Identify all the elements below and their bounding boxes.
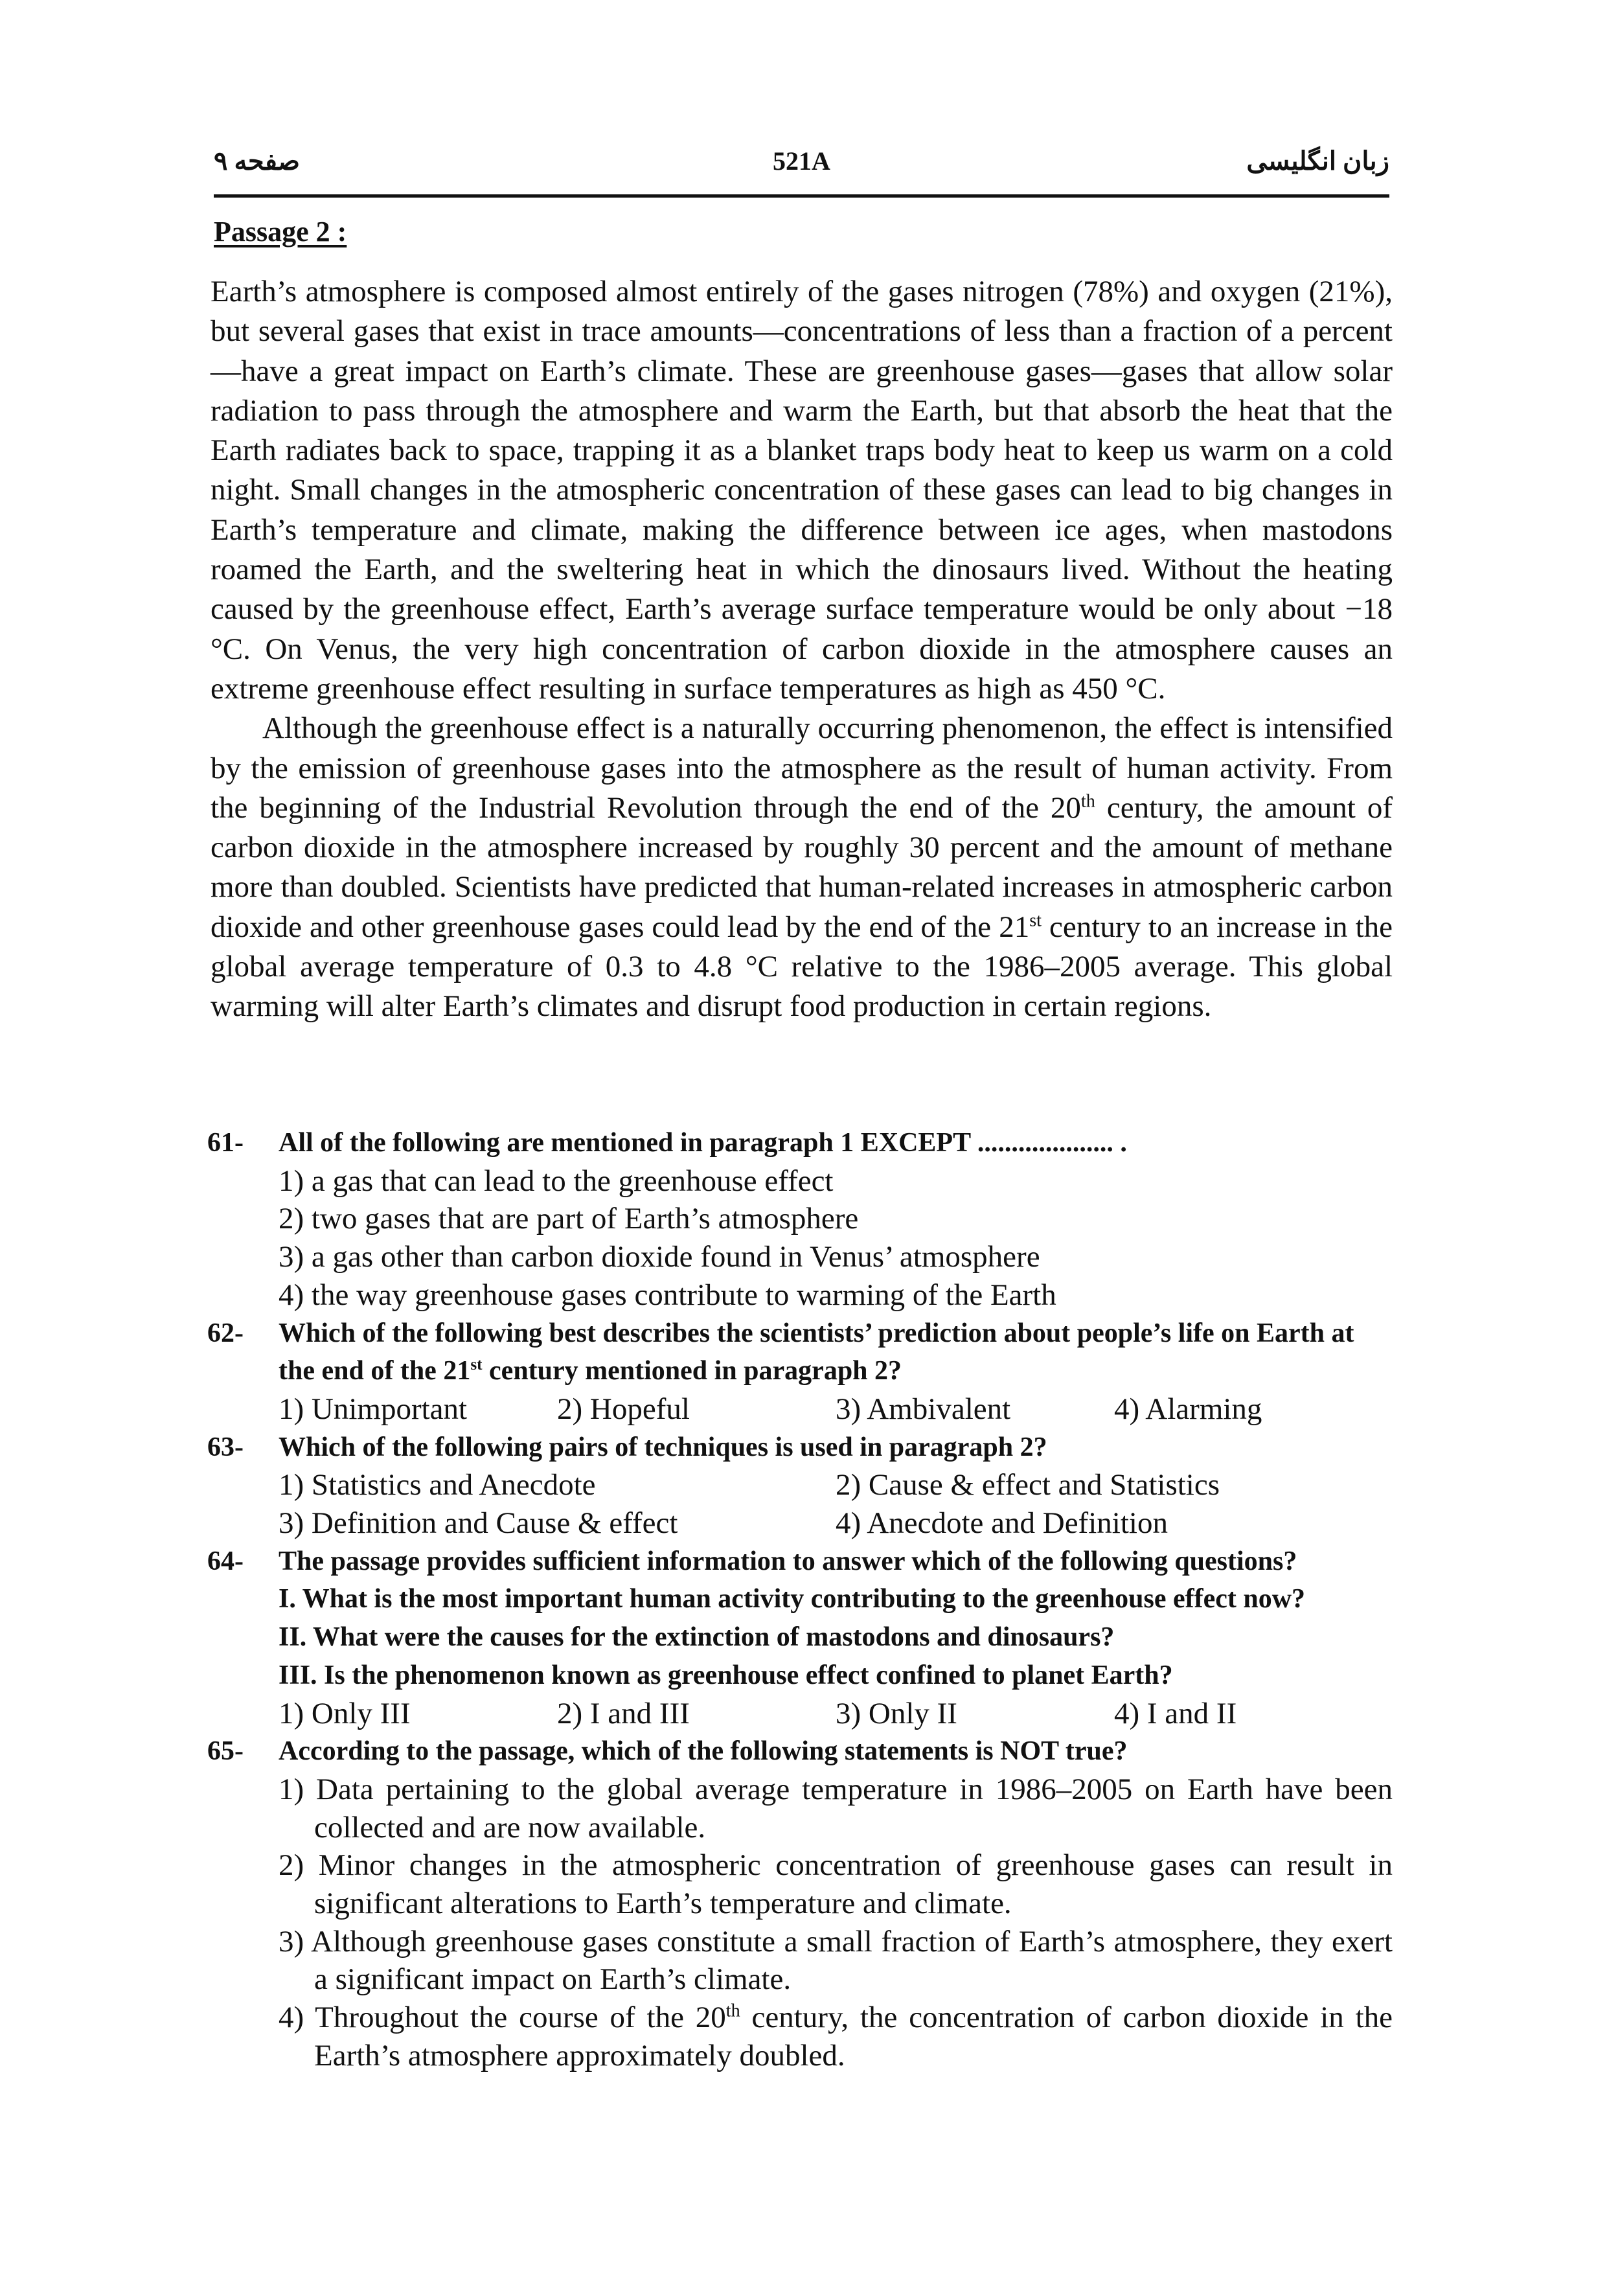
passage-paragraph-2: Although the greenhouse effect is a naturally occurring phenomenon, the effect is intensified by the emission of greenhouse gases into the atmosphere as the result of human activity. From the beginning of the Industrial Revolution through the end of the 20th century, the amount of carbon dioxide in the atmosphere increased by roughly 30 percent and the amount of methane more than doubled. Scientists have predicted that human-related increases in atmospheric carbon dioxide and other greenhouse gases could lead by the end of the 21st century to an increase in the global average temperature of 0.3 to 4.8 °C relative to the 1986–2005 average. This global warming will alter Earth’s climates and disrupt food production in certain regions. [211, 711, 1393, 1024]
answer-option[interactable]: 2) Minor changes in the atmospheric concentration of greenhouse gases can result in significant alterations to Earth’s temperature and climate. [279, 1848, 1393, 1921]
page-number-label: صفحه ۹ [214, 146, 300, 176]
answer-option[interactable]: 1) Unimportant [279, 1392, 468, 1426]
header-rule [214, 194, 1389, 198]
question-list [207, 1124, 1393, 2075]
answer-option[interactable]: 1) a gas that can lead to the greenhouse effect [279, 1164, 834, 1198]
answer-option[interactable]: 1) Data pertaining to the global average temperature in 1986–2005 on Earth have been collected and are now available. [279, 1772, 1393, 1844]
answer-option[interactable]: 3) Although greenhouse gases constitute a small fraction of Earth’s atmosphere, they exert a significant impact on Earth’s climate. [279, 1924, 1393, 1997]
subject-label: زبان انگلیسی [1246, 146, 1389, 176]
passage-title: Passage 2 : [214, 216, 347, 247]
answer-option[interactable]: 3) Ambivalent [836, 1392, 1011, 1426]
passage-paragraph-1: Earth’s atmosphere is composed almost entirely of the gases nitrogen (78%) and oxygen (21%), but several gases that exist in trace amounts—concentrations of less than a fraction of a percent—have a great impact on Earth’s climate. These are greenhouse gases—gases that allow solar radiation to pass through the atmosphere and warm the Earth, but that absorb the heat that the Earth radiates back to space, trapping it as a blanket traps body heat to keep us warm on a cold night. Small changes in the atmospheric concentration of these gases can lead to big changes in Earth’s temperature and climate, making the difference between ice ages, when mastodons roamed the Earth, and the sweltering heat in which the dinosaurs lived. Without the heating caused by the greenhouse effect, Earth’s average surface temperature would be only about −18 °C. On Venus, the very high concentration of carbon dioxide in the atmosphere causes an extreme greenhouse effect resulting in surface temperatures as high as 450 °C. [211, 275, 1393, 706]
booklet-code: 521A [773, 146, 830, 176]
question-number: 63- [207, 1432, 244, 1462]
passage-body [211, 272, 1393, 1027]
question-stem: All of the following are mentioned in paragraph 1 EXCEPT .................... . [279, 1128, 1127, 1158]
question-65 [207, 1732, 1393, 2074]
answer-option[interactable]: 2) Cause & effect and Statistics [836, 1468, 1220, 1502]
answer-option[interactable]: 4) Alarming [1114, 1392, 1262, 1426]
answer-option[interactable]: 3) a gas other than carbon dioxide found in Venus’ atmosphere [279, 1240, 1040, 1274]
answer-option[interactable]: 1) Only III [279, 1696, 411, 1730]
page-header [214, 146, 1389, 185]
answer-option[interactable]: 3) Definition and Cause & effect [279, 1506, 678, 1541]
answer-option[interactable]: 4) the way greenhouse gases contribute to warming of the Earth [279, 1278, 1056, 1312]
answer-option[interactable]: 1) Statistics and Anecdote [279, 1468, 596, 1502]
question-64 [207, 1543, 1393, 1733]
answer-option[interactable]: 2) I and III [557, 1696, 690, 1730]
answer-option[interactable]: 4) Throughout the course of the 20th century, the concentration of carbon dioxide in the Earth’s atmosphere approximately doubled. [279, 2001, 1393, 2072]
question-stem: The passage provides sufficient information to answer which of the following questions? [279, 1546, 1297, 1576]
question-stem: Which of the following best describes the scientists’ prediction about people’s life on Earth at the end of the 21st century mentioned in paragraph 2? [279, 1318, 1354, 1386]
question-statement: I. What is the most important human activity contributing to the greenhouse effect now? [279, 1584, 1306, 1614]
question-stem: Which of the following pairs of techniques is used in paragraph 2? [279, 1432, 1047, 1462]
answer-option[interactable]: 2) Hopeful [557, 1392, 690, 1426]
answer-option[interactable]: 4) Anecdote and Definition [836, 1506, 1168, 1541]
question-number: 62- [207, 1318, 244, 1348]
answer-option[interactable]: 3) Only II [836, 1696, 957, 1730]
question-stem: According to the passage, which of the following statements is NOT true? [279, 1736, 1128, 1767]
question-61 [207, 1124, 1393, 1314]
answer-option[interactable]: 2) two gases that are part of Earth’s atmosphere [279, 1202, 859, 1236]
question-number: 65- [207, 1736, 244, 1767]
question-62 [207, 1314, 1393, 1429]
question-63 [207, 1429, 1393, 1543]
question-number: 61- [207, 1128, 244, 1158]
answer-option[interactable]: 4) I and II [1114, 1696, 1237, 1730]
question-statement: II. What were the causes for the extinction of mastodons and dinosaurs? [279, 1622, 1115, 1653]
question-number: 64- [207, 1546, 244, 1576]
question-statement: III. Is the phenomenon known as greenhouse effect confined to planet Earth? [279, 1660, 1173, 1690]
